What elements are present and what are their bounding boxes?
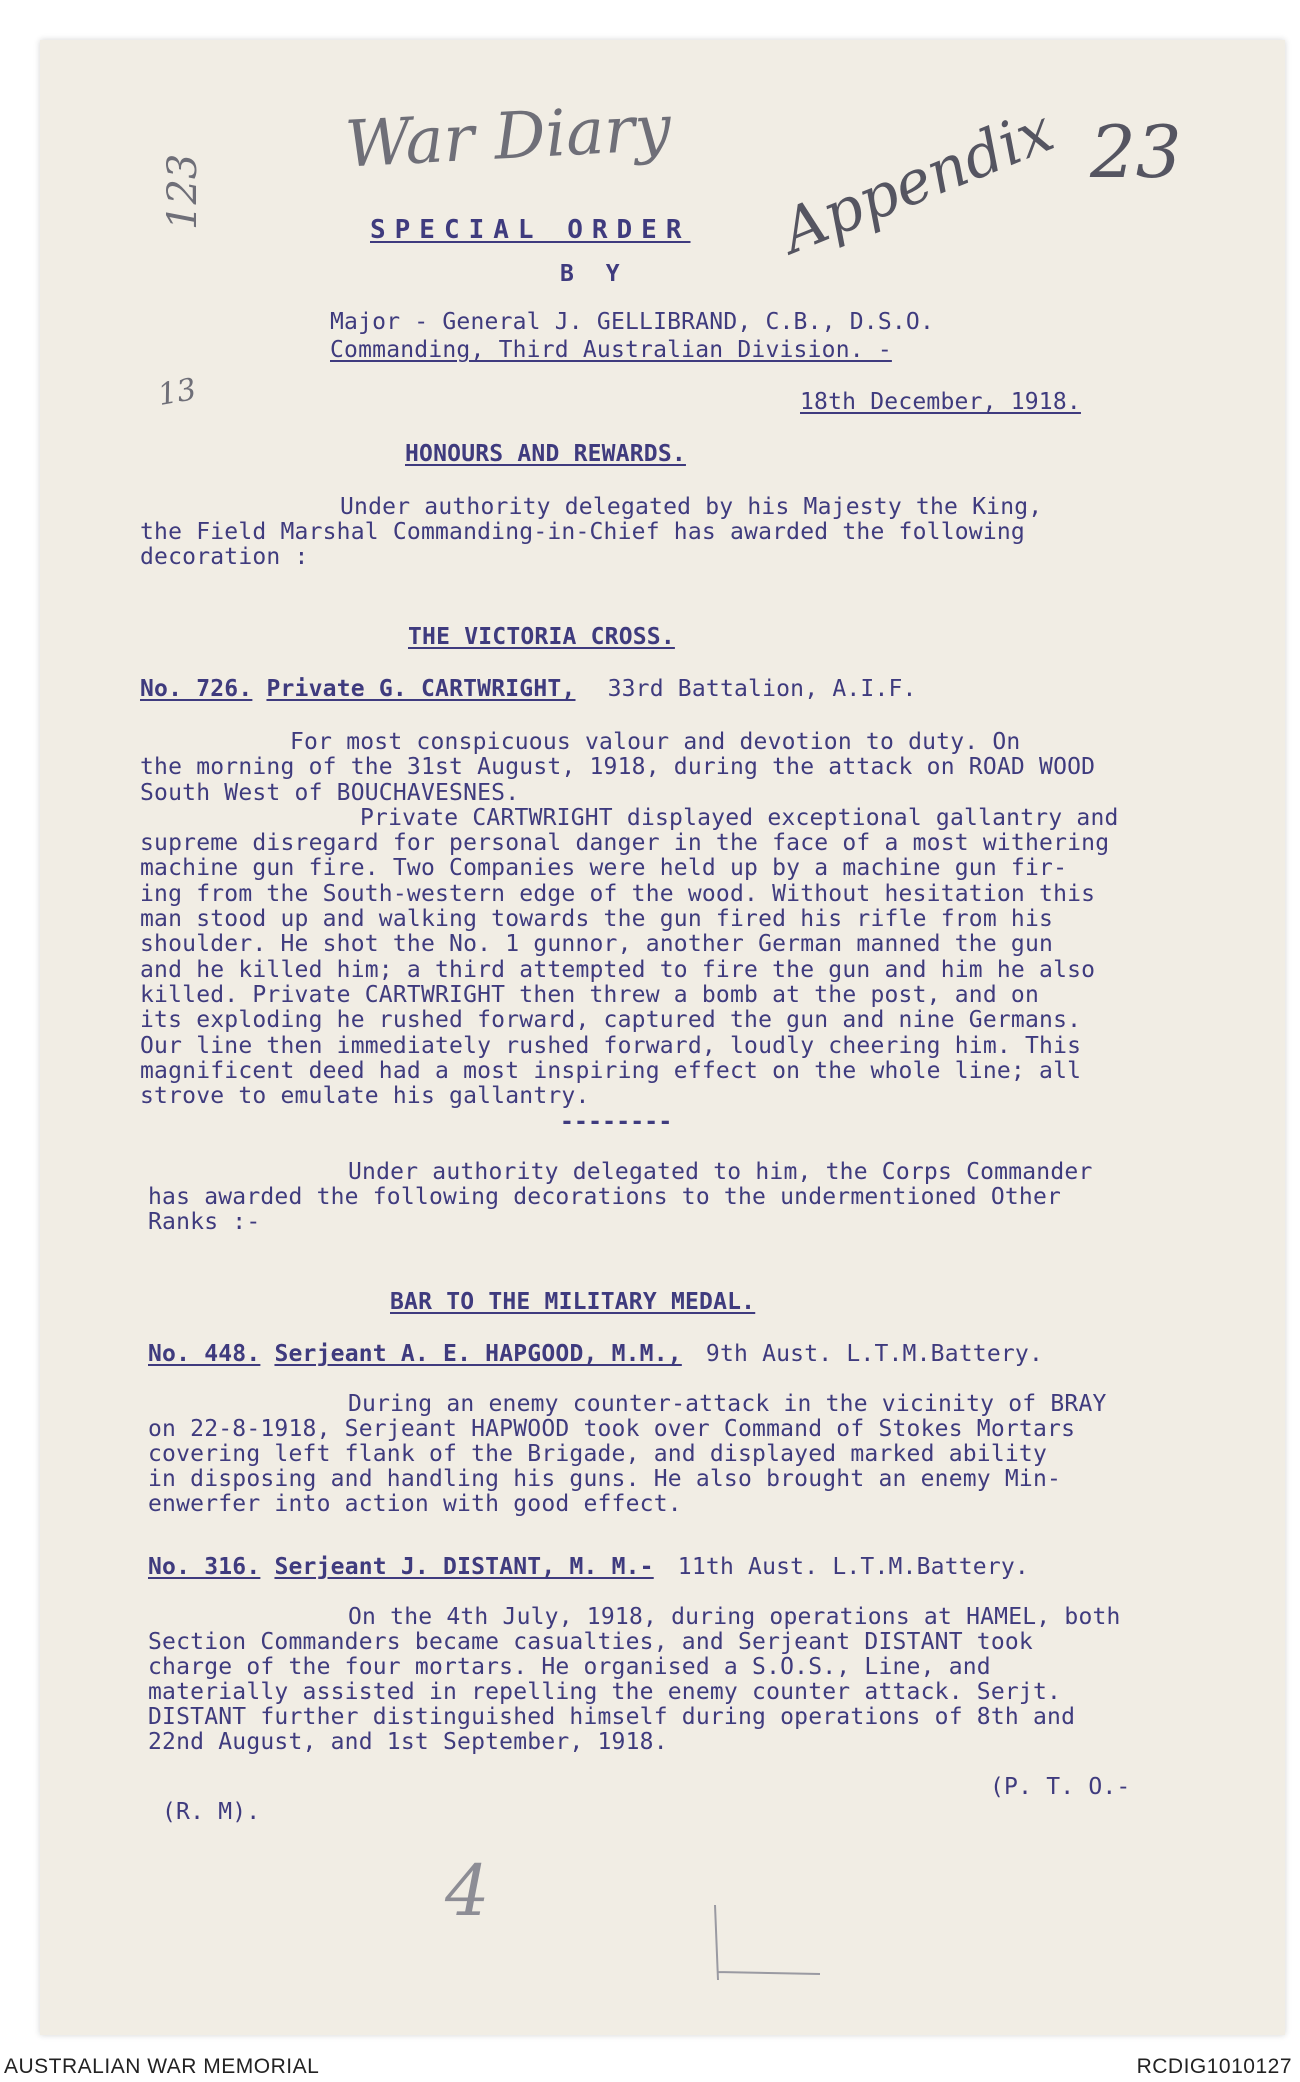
- award-name: Serjeant A. E. HAPGOOD, M.M.,: [274, 1341, 682, 1367]
- citation-line: shoulder. He shot the No. 1 gunnor, another German manned the gun: [140, 931, 1054, 958]
- intro-paragraph: [140, 495, 1042, 570]
- award-unit: 11th Aust. L.T.M.Battery.: [677, 1554, 1029, 1580]
- commander-line: Major - General J. GELLIBRAND, C.B., D.S.O.: [330, 309, 935, 335]
- citation-line: strove to emulate his gallantry.: [140, 1083, 590, 1110]
- mm-award-2-recipient: [148, 1555, 1029, 1580]
- handwritten-bottom-mark: 4: [445, 1850, 490, 1932]
- citation-line: covering left flank of the Brigade, and displayed marked ability: [148, 1441, 1048, 1467]
- corps-line: Under authority delegated to him, the Corps Commander: [348, 1159, 1093, 1185]
- citation-line: in disposing and handling his guns. He also brought an enemy Min-: [148, 1466, 1062, 1492]
- citation-line: ing from the South-western edge of the wood. Without hesitation this: [140, 880, 1096, 907]
- citation-line: charge of the four mortars. He organised a S.O.S., Line, and: [148, 1654, 991, 1680]
- citation-line: its exploding he rushed forward, captured the gun and nine Germans.: [140, 1007, 1082, 1034]
- citation-line: supreme disregard for personal danger in the face of a most withering: [140, 830, 1110, 857]
- initials-mark: (R. M).: [162, 1799, 261, 1825]
- pencil-stroke: [710, 1900, 830, 1990]
- handwritten-war-diary: War Diary: [343, 91, 673, 183]
- citation-line: materially assisted in repelling the enemy counter attack. Serjt.: [148, 1679, 1062, 1705]
- handwritten-appendix: Appendix: [771, 95, 1064, 268]
- citation-line: machine gun fire. Two Companies were held up by a machine gun fir-: [140, 855, 1068, 882]
- mm-award-1-recipient: [148, 1342, 1043, 1367]
- vc-recipient: [140, 677, 917, 702]
- pto-mark: (P. T. O.-: [990, 1774, 1131, 1800]
- credit-right: RCDIG1010127: [1136, 2055, 1292, 2078]
- handwritten-appendix-number: 23: [1090, 110, 1182, 194]
- citation-line: Section Commanders became casualties, and Serjeant DISTANT took: [148, 1629, 1033, 1655]
- vc-heading: THE VICTORIA CROSS.: [408, 624, 675, 650]
- vc-recipient-no: No. 726.: [140, 676, 253, 702]
- citation-line: During an enemy counter-attack in the vicinity of BRAY: [348, 1391, 1107, 1417]
- citation-line: Our line then immediately rushed forward, loudly cheering him. This: [140, 1032, 1082, 1059]
- vc-recipient-unit: 33rd Battalion, A.I.F.: [607, 676, 917, 702]
- citation-line: on 22-8-1918, Serjeant HAPWOOD took over Command of Stokes Mortars: [148, 1416, 1076, 1442]
- mm-award-2-citation: [148, 1605, 1121, 1755]
- handwritten-folio-number: 123: [160, 153, 206, 230]
- citation-line: 22nd August, and 1st September, 1918.: [148, 1729, 668, 1755]
- citation-line: enwerfer into action with good effect.: [148, 1491, 682, 1517]
- command-line: Commanding, Third Australian Division. -: [330, 337, 892, 363]
- special-order-title: SPECIAL ORDER: [370, 215, 691, 245]
- vc-citation: [140, 730, 1119, 1109]
- citation-line: On the 4th July, 1918, during operations at HAMEL, both: [348, 1604, 1121, 1630]
- award-unit: 9th Aust. L.T.M.Battery.: [705, 1341, 1044, 1367]
- corps-line: has awarded the following decorations to the undermentioned Other: [148, 1184, 1062, 1210]
- citation-line: For most conspicuous valour and devotion to duty. On: [290, 729, 1021, 755]
- separator: --------: [560, 1109, 673, 1135]
- intro-line: Under authority delegated by his Majesty the King,: [340, 494, 1043, 520]
- award-no: No. 316.: [148, 1554, 261, 1580]
- vc-recipient-name: Private G. CARTWRIGHT,: [266, 676, 576, 702]
- by-line: B Y: [560, 261, 629, 287]
- citation-line: the morning of the 31st August, 1918, during the attack on ROAD WOOD: [140, 754, 1096, 781]
- corps-paragraph: [148, 1160, 1093, 1235]
- corps-line: Ranks :-: [148, 1209, 261, 1235]
- intro-line: the Field Marshal Commanding-in-Chief has awarded the following: [140, 519, 1025, 545]
- mm-award-1-citation: [148, 1392, 1107, 1517]
- document-page: [40, 40, 1285, 2035]
- citation-line: South West of BOUCHAVESNES.: [140, 779, 520, 806]
- citation-line: Private CARTWRIGHT displayed exceptional gallantry and: [360, 804, 1119, 831]
- section-title: HONOURS AND REWARDS.: [405, 441, 686, 467]
- citation-line: and he killed him; a third attempted to fire the gun and him he also: [140, 956, 1096, 983]
- citation-line: killed. Private CARTWRIGHT then threw a bomb at the post, and on: [140, 981, 1040, 1008]
- intro-line: decoration :: [140, 544, 309, 570]
- award-no: No. 448.: [148, 1341, 261, 1367]
- award-name: Serjeant J. DISTANT, M. M.-: [274, 1554, 654, 1580]
- credit-left: AUSTRALIAN WAR MEMORIAL: [4, 2055, 320, 2078]
- citation-line: magnificent deed had a most inspiring effect on the whole line; all: [140, 1057, 1082, 1084]
- handwritten-folio-small: 13: [155, 371, 199, 414]
- citation-line: DISTANT further distinguished himself during operations of 8th and: [148, 1704, 1076, 1730]
- mm-heading: BAR TO THE MILITARY MEDAL.: [390, 1289, 756, 1315]
- order-date: 18th December, 1918.: [800, 389, 1081, 415]
- citation-line: man stood up and walking towards the gun fired his rifle from his: [140, 906, 1054, 933]
